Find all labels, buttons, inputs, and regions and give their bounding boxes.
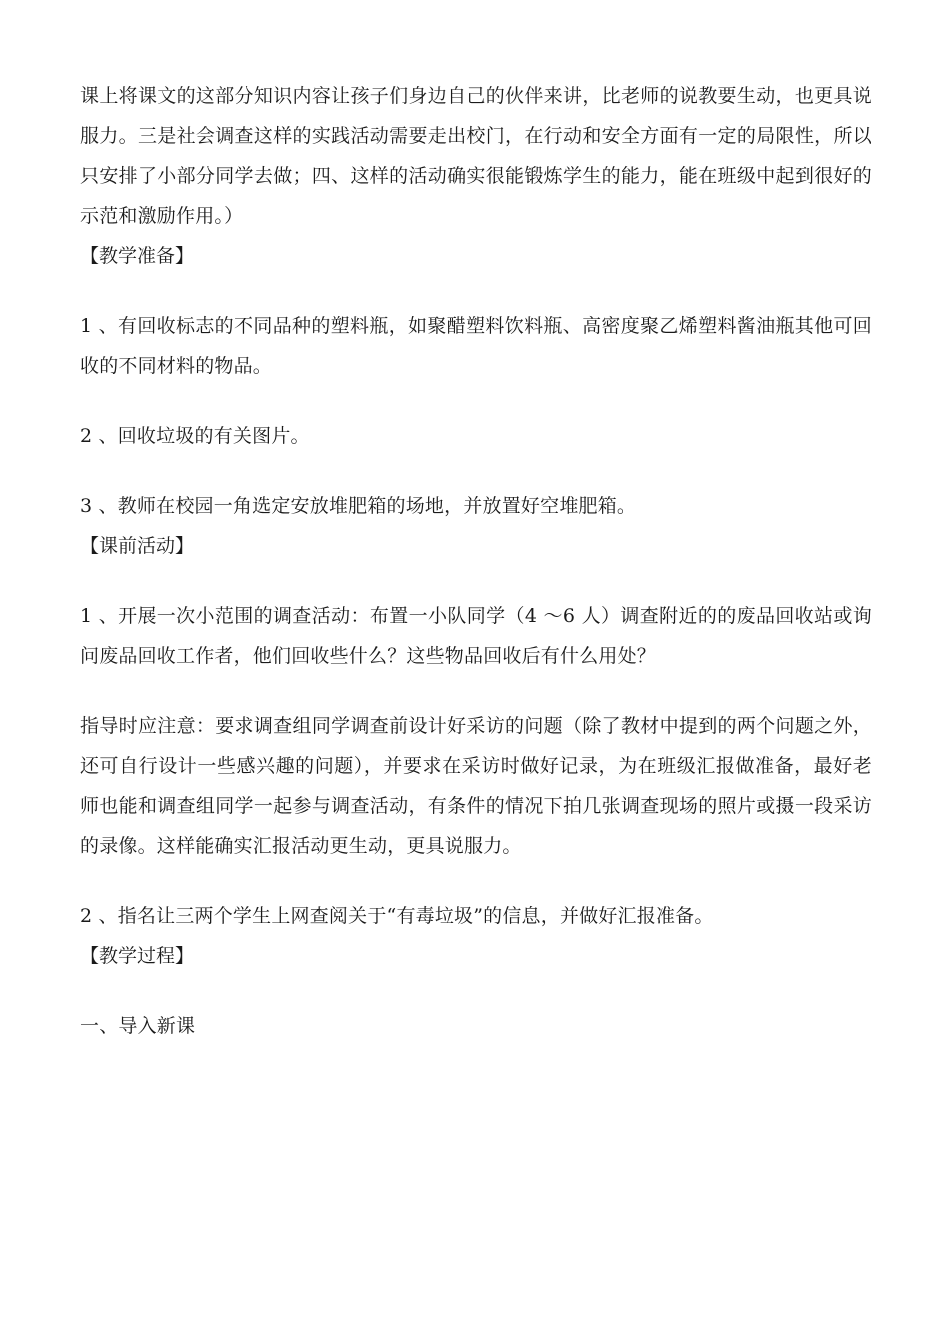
heading-pre-class-activity: 【课前活动】: [80, 535, 195, 557]
preparation-item-1: 1 、有回收标志的不同品种的塑料瓶，如聚醋塑料饮料瓶、高密度聚乙烯塑料酱油瓶其他可回收的不同材料的物品。: [80, 315, 872, 377]
pre-class-item-2: 2 、指名让三两个学生上网查阅关于“有毒垃圾”的信息，并做好汇报准备。: [80, 905, 714, 927]
paragraph-intro: 课上将课文的这部分知识内容让孩子们身边自己的伙伴来讲，比老师的说教要生动，也更具说服力。三是社会调查这样的实践活动需要走出校门，在行动和安全方面有一定的局限性，所以只安排了小部分同学去做；四、这样的活动确实很能锻炼学生的能力，能在班级中起到很好的示范和激励作用。）: [80, 85, 872, 227]
guidance-note: 指导时应注意：要求调查组同学调查前设计好采访的问题（除了教材中提到的两个问题之外，还可自行设计一些感兴趣的问题），并要求在采访时做好记录，为在班级汇报做准备，最好老师也能和调查组同学一起参与调查活动，有条件的情况下拍几张调查现场的照片或摄一段采访的录像。这样能确实汇报活动更生动，更具说服力。: [80, 715, 872, 857]
heading-teaching-process: 【教学过程】: [80, 945, 195, 967]
document-page: [80, 76, 872, 1046]
pre-class-item-1: 1 、开展一次小范围的调查活动：布置一小队同学（4 ～6 人）调查附近的的废品回收站或询问废品回收工作者，他们回收些什么？这些物品回收后有什么用处？: [80, 605, 872, 667]
preparation-item-2: 2 、回收垃圾的有关图片。: [80, 425, 310, 447]
heading-teaching-preparation: 【教学准备】: [80, 245, 195, 267]
process-step-1: 一、导入新课: [80, 1015, 196, 1037]
preparation-item-3: 3 、教师在校园一角选定安放堆肥箱的场地，并放置好空堆肥箱。: [80, 495, 637, 517]
